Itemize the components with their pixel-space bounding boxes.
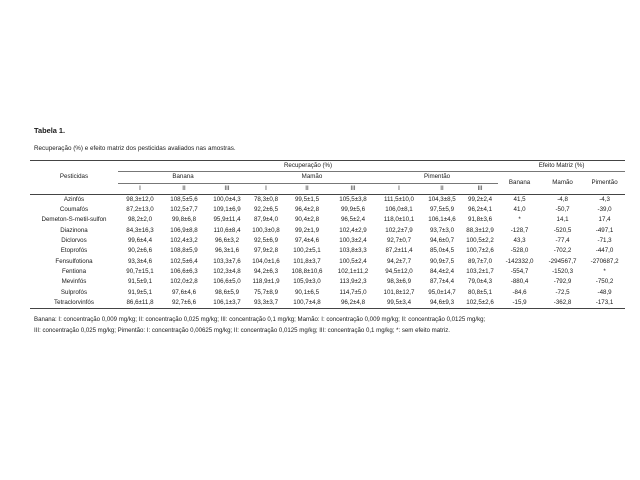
recovery-cell: 102,2±7,9: [385, 226, 413, 234]
pesticide-name: Sulprofós: [60, 288, 88, 296]
header-crop-pimentao: Pimentão: [376, 172, 498, 183]
matrix-effect-cell: -50,7: [555, 206, 570, 214]
table-title: Tabela 1.: [34, 126, 66, 135]
recovery-cell: 102,3±4,8: [213, 267, 241, 275]
recovery-cell: 94,6±9,3: [429, 298, 455, 306]
matrix-effect-cell: -15,9: [512, 298, 527, 306]
matrix-effect-cell: -1520,3: [552, 267, 574, 275]
recovery-cell: 99,6±4,4: [127, 237, 153, 245]
recovery-cell: 114,7±5,0: [339, 288, 367, 296]
recovery-cell: 101,8±12,7: [383, 288, 415, 296]
recovery-cell: 96,2±4,8: [340, 298, 366, 306]
recovery-cell: 102,5±2,6: [466, 298, 494, 306]
matrix-effect-cell: -77,4: [555, 237, 570, 245]
recovery-cell: 100,7±2,6: [466, 247, 494, 255]
table-row: [30, 288, 625, 298]
matrix-effect-cell: -71,3: [597, 237, 612, 245]
level-label: I: [139, 184, 141, 192]
recovery-cell: 94,2±6,3: [253, 267, 279, 275]
recovery-cell: 93,3±4,6: [127, 257, 153, 265]
matrix-effect-cell: -48,9: [597, 288, 612, 296]
level-label: I: [398, 184, 400, 192]
header-effect-mamao: Mamão: [541, 172, 584, 195]
footnote-line: III: concentração 0,025 mg/kg; Pimentão: I: concentração 0,00625 mg/kg; II: concentração 0,0125 mg/kg; III: concentração 0,1 mg/kg; *: sem efeito matriz.: [34, 326, 450, 334]
matrix-effect-cell: -4,3: [599, 195, 610, 203]
header-pesticides: Pesticidas: [30, 161, 118, 195]
pesticide-name: Mevinfós: [61, 278, 87, 286]
results-table: [30, 160, 625, 309]
recovery-cell: 100,7±4,8: [293, 298, 321, 306]
recovery-cell: 102,1±11,2: [337, 267, 369, 275]
matrix-effect-cell: -142332,0: [505, 257, 534, 265]
pesticide-name: Demeton-S-metil-sulfon: [41, 216, 107, 224]
table-row: [30, 298, 625, 309]
recovery-cell: 84,3±16,3: [126, 226, 154, 234]
matrix-effect-cell: *: [603, 267, 606, 275]
matrix-effect-cell: 41,5: [513, 195, 526, 203]
recovery-cell: 98,6±5,9: [214, 288, 240, 296]
table-row: [30, 205, 625, 215]
matrix-effect-cell: -72,5: [555, 288, 570, 296]
recovery-cell: 98,3±6,9: [386, 278, 412, 286]
recovery-cell: 102,0±2,8: [170, 278, 198, 286]
recovery-cell: 104,0±1,6: [252, 257, 280, 265]
recovery-cell: 99,8±6,8: [171, 216, 197, 224]
matrix-effect-cell: -128,7: [510, 226, 529, 234]
recovery-cell: 118,9±1,9: [252, 278, 280, 286]
recovery-cell: 90,9±7,5: [429, 257, 455, 265]
matrix-effect-cell: -39,0: [597, 206, 612, 214]
level-label: III: [224, 184, 230, 192]
matrix-effect-cell: -702,2: [553, 247, 572, 255]
matrix-effect-cell: -792,9: [553, 278, 572, 286]
matrix-effect-cell: *: [518, 216, 521, 224]
recovery-cell: 91,8±3,6: [468, 216, 493, 224]
recovery-cell: 108,8±10,6: [291, 267, 323, 275]
level-label: III: [477, 184, 483, 192]
recovery-cell: 110,6±8,4: [213, 226, 241, 234]
matrix-effect-cell: -294567,7: [548, 257, 577, 265]
matrix-effect-cell: -520,5: [553, 226, 572, 234]
table-row: [30, 236, 625, 246]
footnote: [30, 315, 630, 336]
recovery-cell: 101,8±3,7: [293, 257, 321, 265]
recovery-cell: 118,0±10,1: [383, 216, 415, 224]
table-row: [30, 257, 625, 267]
recovery-cell: 102,4±2,9: [339, 226, 367, 234]
recovery-cell: 106,1±4,6: [428, 216, 456, 224]
recovery-cell: 88,3±12,9: [466, 226, 494, 234]
recovery-cell: 98,3±12,0: [126, 195, 154, 203]
pesticide-name: Fentiona: [61, 267, 87, 275]
recovery-cell: 104,3±8,5: [428, 195, 456, 203]
level-label: II: [305, 184, 309, 192]
recovery-cell: 95,9±11,4: [213, 216, 241, 224]
matrix-effect-cell: -173,1: [595, 298, 614, 306]
matrix-effect-cell: 14,1: [556, 216, 569, 224]
table-caption: Recuperação (%) e efeito matriz dos pesticidas avaliados nas amostras.: [34, 145, 236, 152]
recovery-cell: 99,5±3,4: [386, 298, 412, 306]
recovery-cell: 111,5±10,0: [383, 195, 414, 203]
footnote-line: Banana: I: concentração 0,009 mg/kg; II: concentração 0,025 mg/kg; III: concentração 0,1 mg/kg; Mamão: I: concentração 0,009 mg/kg; II: concentração 0,0125 mg/kg;: [34, 316, 486, 324]
level-label: III: [350, 184, 356, 192]
recovery-cell: 102,4±3,2: [170, 237, 198, 245]
recovery-cell: 78,3±0,8: [253, 195, 279, 203]
header-matrix-effect: Efeito Matriz (%): [498, 161, 625, 172]
recovery-cell: 105,9±3,0: [293, 278, 321, 286]
recovery-cell: 106,1±3,7: [213, 298, 241, 306]
table-row: [30, 194, 625, 205]
recovery-cell: 84,4±2,4: [429, 267, 455, 275]
pesticide-name: Diazinona: [60, 226, 88, 234]
matrix-effect-cell: -528,0: [510, 247, 529, 255]
table-body: [30, 194, 625, 308]
recovery-cell: 90,7±15,1: [126, 267, 154, 275]
matrix-effect-cell: -4,8: [557, 195, 568, 203]
recovery-cell: 75,7±8,9: [253, 288, 279, 296]
recovery-cell: 89,7±7,0: [468, 257, 493, 265]
recovery-cell: 99,9±5,6: [340, 206, 366, 214]
recovery-cell: 100,2±5,1: [293, 247, 321, 255]
recovery-cell: 93,7±3,0: [429, 226, 455, 234]
matrix-effect-cell: -84,6: [512, 288, 527, 296]
matrix-effect-cell: 17,4: [598, 216, 611, 224]
recovery-cell: 103,8±3,3: [339, 247, 367, 255]
matrix-effect-cell: -880,4: [510, 278, 529, 286]
recovery-cell: 90,4±2,8: [294, 216, 320, 224]
header-crop-banana: Banana: [118, 172, 248, 183]
recovery-cell: 97,5±5,9: [429, 206, 455, 214]
matrix-effect-cell: 43,3: [513, 237, 526, 245]
recovery-cell: 100,5±2,4: [339, 257, 367, 265]
recovery-cell: 96,2±4,1: [468, 206, 493, 214]
recovery-cell: 93,3±3,7: [253, 298, 279, 306]
recovery-cell: 100,3±0,8: [252, 226, 280, 234]
recovery-cell: 102,5±6,4: [170, 257, 198, 265]
matrix-effect-cell: -447,0: [595, 247, 614, 255]
recovery-cell: 92,2±6,5: [253, 206, 279, 214]
recovery-cell: 87,9±4,0: [253, 216, 279, 224]
matrix-effect-cell: -497,1: [595, 226, 614, 234]
matrix-effect-cell: 41,0: [513, 206, 526, 214]
recovery-cell: 87,2±13,0: [126, 206, 154, 214]
recovery-cell: 90,1±6,5: [294, 288, 320, 296]
matrix-effect-cell: -270687,2: [590, 257, 619, 265]
level-label: I: [265, 184, 267, 192]
recovery-cell: 86,6±11,8: [126, 298, 154, 306]
pesticide-name: Coumafós: [59, 206, 89, 214]
recovery-cell: 90,2±6,6: [127, 247, 153, 255]
recovery-cell: 100,0±4,3: [213, 195, 241, 203]
recovery-cell: 85,0±4,5: [429, 247, 455, 255]
table-row: [30, 277, 625, 287]
recovery-cell: 79,0±4,3: [468, 278, 493, 286]
recovery-cell: 100,5±2,2: [466, 237, 494, 245]
table-row: [30, 267, 625, 277]
matrix-effect-cell: -554,7: [510, 267, 529, 275]
level-label: II: [182, 184, 186, 192]
table-row: [30, 246, 625, 256]
matrix-effect-cell: -750,2: [595, 278, 614, 286]
recovery-cell: 113,9±2,3: [339, 278, 367, 286]
recovery-cell: 105,5±3,8: [339, 195, 367, 203]
recovery-cell: 94,2±7,7: [386, 257, 412, 265]
recovery-cell: 95,0±14,7: [428, 288, 456, 296]
pesticide-name: Azinfós: [63, 195, 85, 203]
recovery-cell: 99,2±1,9: [294, 226, 320, 234]
recovery-cell: 97,9±2,8: [253, 247, 279, 255]
table-row: [30, 226, 625, 236]
recovery-cell: 91,9±5,1: [127, 288, 153, 296]
recovery-cell: 92,7±0,7: [386, 237, 412, 245]
level-label: II: [440, 184, 444, 192]
recovery-cell: 94,5±12,0: [385, 267, 413, 275]
header-recovery: Recuperação (%): [118, 161, 498, 172]
matrix-effect-cell: -362,8: [553, 298, 572, 306]
recovery-cell: 94,6±0,7: [429, 237, 455, 245]
recovery-cell: 92,5±6,9: [253, 237, 279, 245]
recovery-cell: 99,2±2,4: [468, 195, 493, 203]
recovery-cell: 106,9±8,8: [170, 226, 198, 234]
recovery-cell: 92,7±6,6: [171, 298, 197, 306]
recovery-cell: 108,8±5,9: [170, 247, 198, 255]
recovery-cell: 106,6±5,0: [213, 278, 241, 286]
recovery-cell: 109,1±6,9: [213, 206, 241, 214]
recovery-cell: 103,2±1,7: [466, 267, 494, 275]
table-row: [30, 215, 625, 225]
header-effect-banana: Banana: [498, 172, 541, 195]
recovery-cell: 80,8±5,1: [468, 288, 493, 296]
recovery-cell: 91,5±9,1: [127, 278, 153, 286]
pesticide-name: Tetraclorvinfós: [54, 298, 94, 306]
recovery-cell: 106,0±8,1: [385, 206, 413, 214]
document: [30, 126, 630, 336]
recovery-cell: 96,3±1,6: [214, 247, 240, 255]
header-effect-pimentao: Pimentão: [584, 172, 625, 195]
recovery-cell: 103,3±7,6: [213, 257, 241, 265]
recovery-cell: 102,5±7,7: [170, 206, 198, 214]
recovery-cell: 96,5±2,4: [340, 216, 366, 224]
pesticide-name: Etoprofós: [60, 247, 88, 255]
header-crop-mamao: Mamão: [248, 172, 376, 183]
recovery-cell: 100,3±2,4: [339, 237, 367, 245]
recovery-cell: 99,5±1,5: [294, 195, 320, 203]
recovery-cell: 98,2±2,0: [127, 216, 153, 224]
pesticide-name: Diclorvos: [61, 237, 87, 245]
pesticide-name: Fensulfotiona: [55, 257, 93, 265]
recovery-cell: 87,7±4,4: [429, 278, 455, 286]
recovery-cell: 97,4±4,6: [294, 237, 320, 245]
recovery-cell: 96,4±2,8: [294, 206, 320, 214]
recovery-cell: 96,6±3,2: [214, 237, 240, 245]
recovery-cell: 87,2±11,4: [385, 247, 413, 255]
recovery-cell: 97,6±4,6: [171, 288, 197, 296]
recovery-cell: 108,5±5,6: [170, 195, 198, 203]
recovery-cell: 106,6±6,3: [170, 267, 198, 275]
